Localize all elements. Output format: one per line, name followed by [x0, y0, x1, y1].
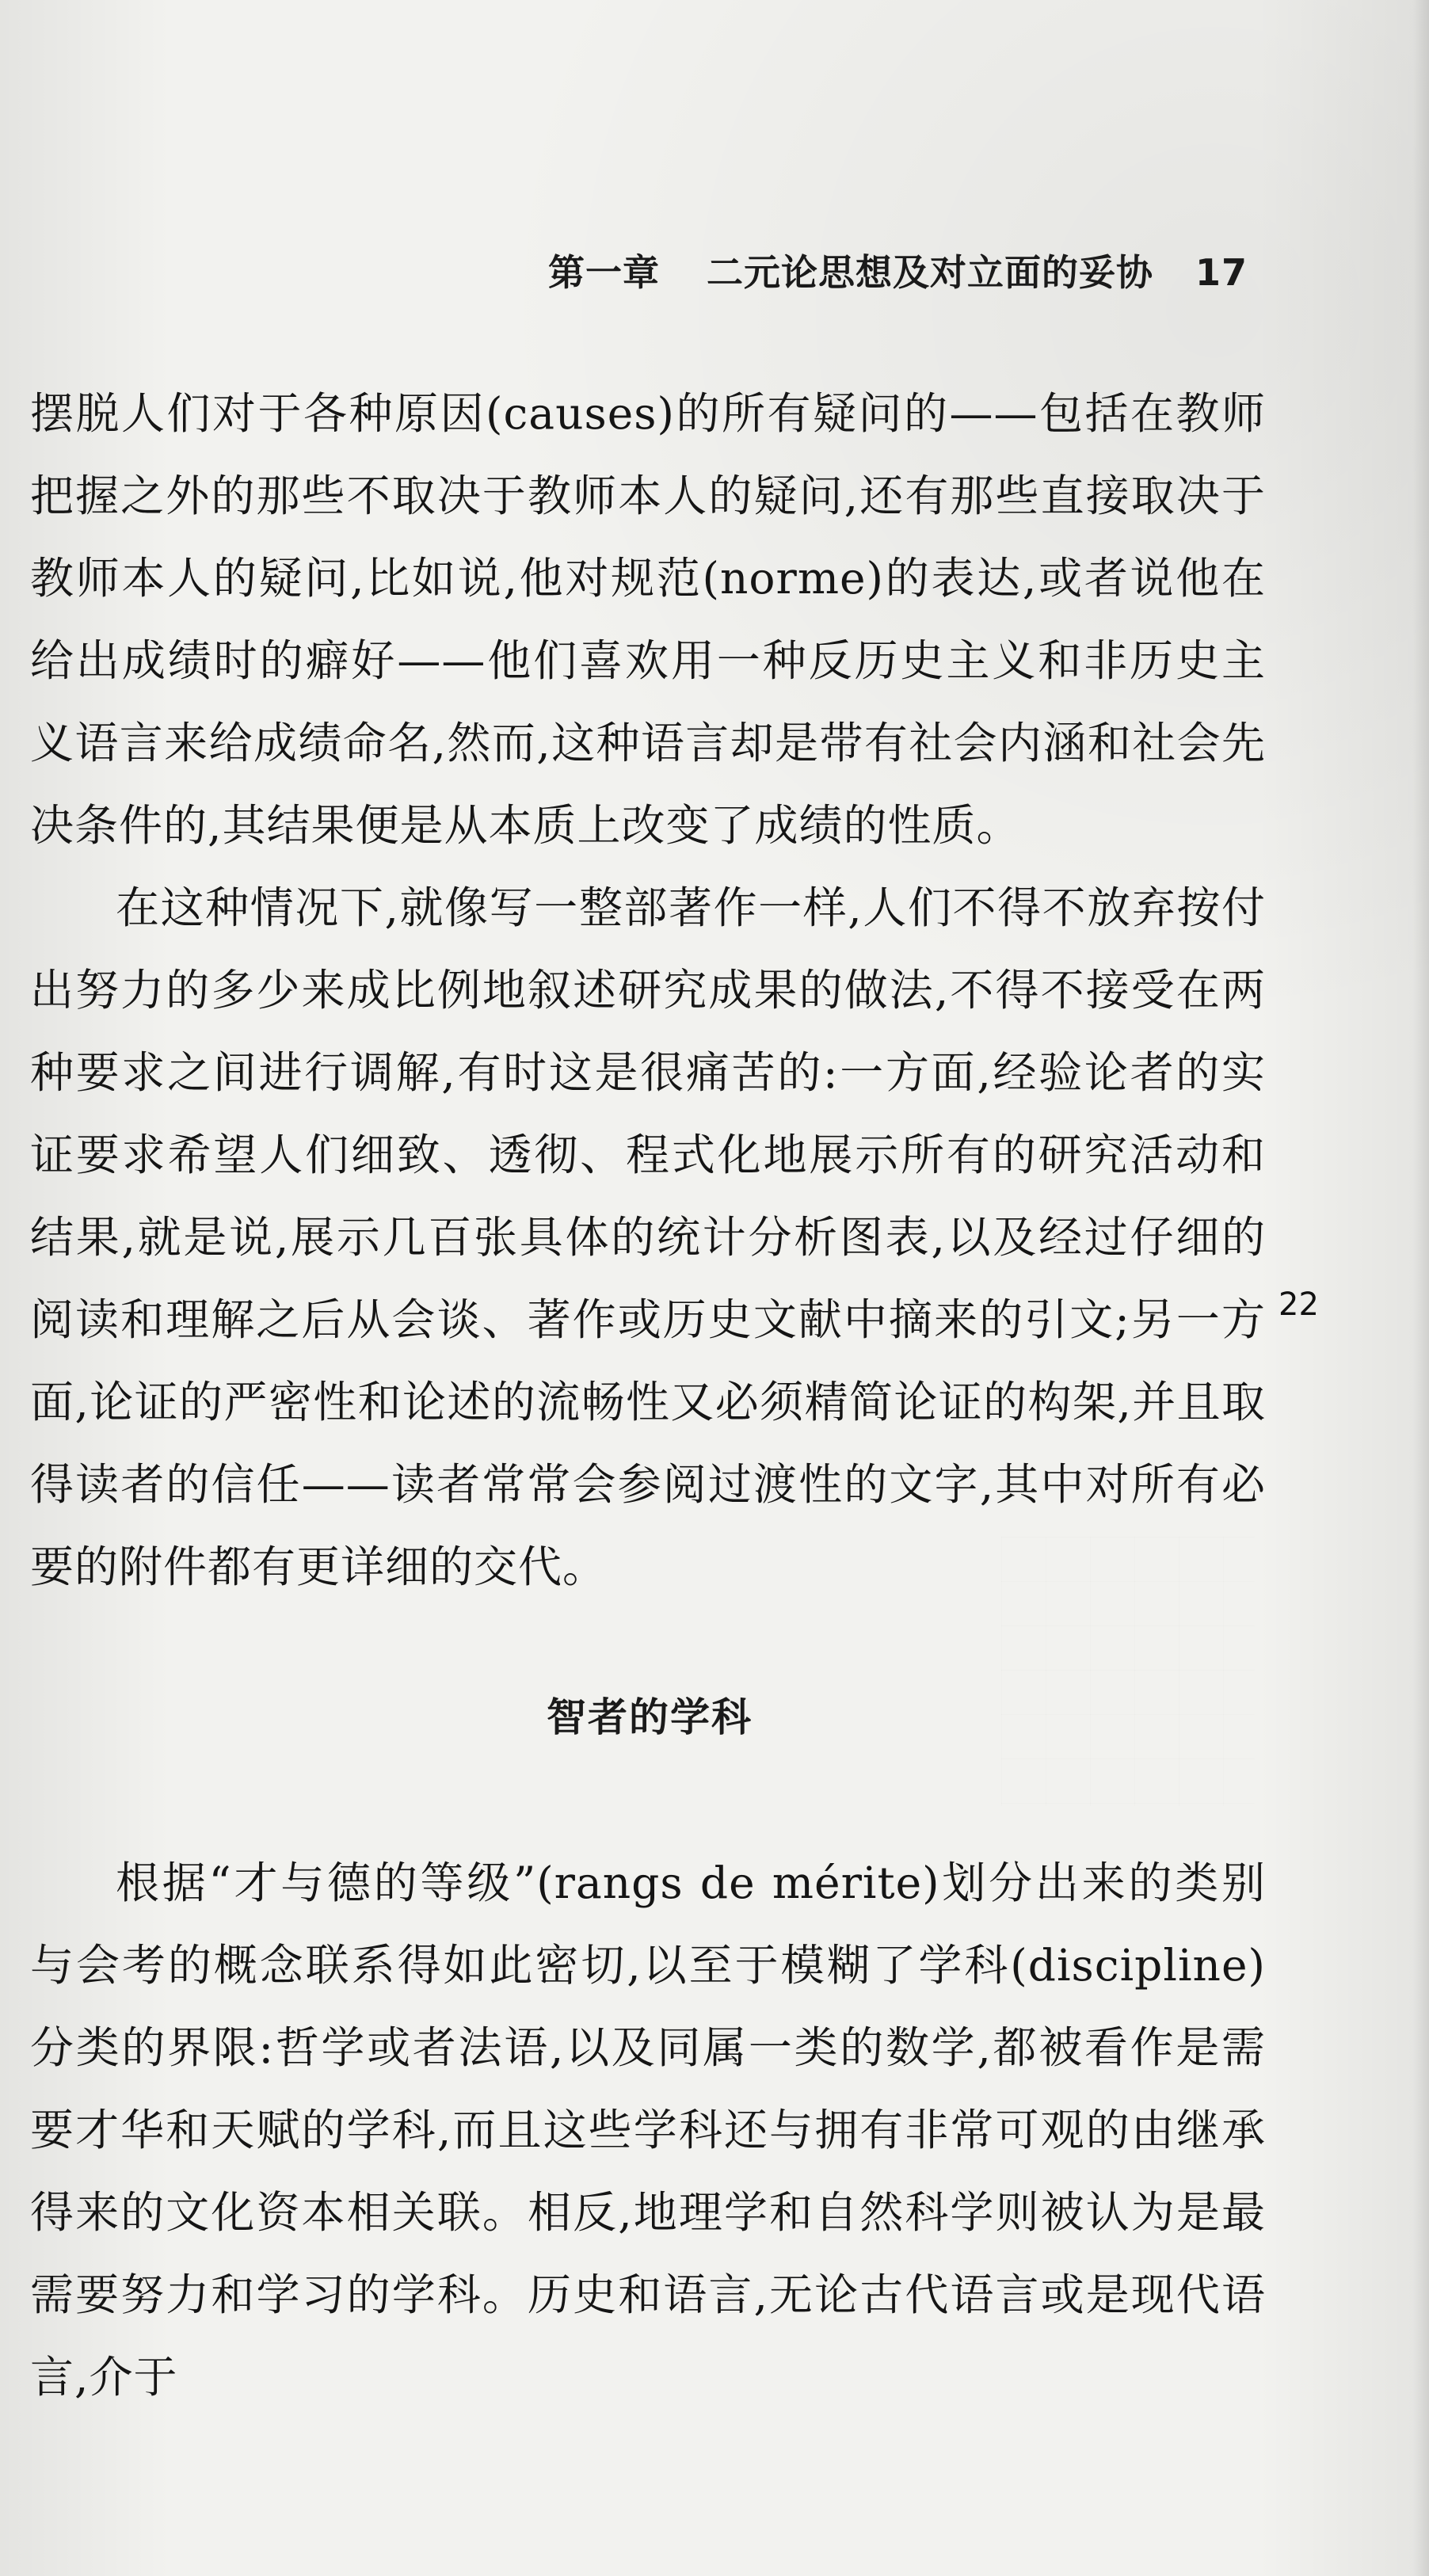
paragraph-2: 在这种情况下,就像写一整部著作一样,人们不得不放弃按付出努力的多少来成比例地叙述研究成果的做法,不得不接受在两种要求之间进行调解,有时这是很痛苦的:一方面,经验论者的实证要求希望人们细致、透彻、程式化地展示所有的研究活动和结果,就是说,展示几百张具体的统计分析图表,以及经过仔细的阅读和理解之后从会谈、著作或历史文献中摘来的引文;另一方面,论证的严密性和论述的流畅性又必须精简论证的构架,并且取得读者的信任——读者常常会参阅过渡性的文字,其中对所有必要的附件都有更详细的交代。 [30, 882, 1266, 1592]
page-number: 17 [1195, 251, 1248, 294]
margin-reference-number: 22 [1278, 1286, 1319, 1323]
chapter-title: 二元论思想及对立面的妥协 [707, 251, 1154, 294]
main-text-block [30, 372, 1266, 1608]
section-text-block [30, 1842, 1266, 2418]
page-edge-shadow [1413, 0, 1429, 2576]
paragraph-1: 摆脱人们对于各种原因(causes)的所有疑问的——包括在教师把握之外的那些不取决于教师本人的疑问,还有那些直接取决于教师本人的疑问,比如说,他对规范(norme)的表达,或者说他在给出成绩时的癖好——他们喜欢用一种反历史主义和非历史主义语言来给成绩命名,然而,这种语言却是带有社会内涵和社会先决条件的,其结果便是从本质上改变了成绩的性质。 [30, 388, 1266, 851]
section-paragraph-1: 根据“才与德的等级”(rangs de mérite)划分出来的类别与会考的概念联系得如此密切,以至于模糊了学科(discipline)分类的界限:哲学或者法语,以及同属一类的数学,都被看作是需要才华和天赋的学科,而且这些学科还与拥有非常可观的由继承得来的文化资本相关联。相反,地理学和自然科学则被认为是最需要努力和学习的学科。历史和语言,无论古代语言或是现代语言,介于 [30, 1858, 1266, 2403]
section-heading: 智者的学科 [547, 1694, 753, 1740]
chapter-label: 第一章 [548, 251, 660, 294]
running-header [548, 244, 1248, 296]
